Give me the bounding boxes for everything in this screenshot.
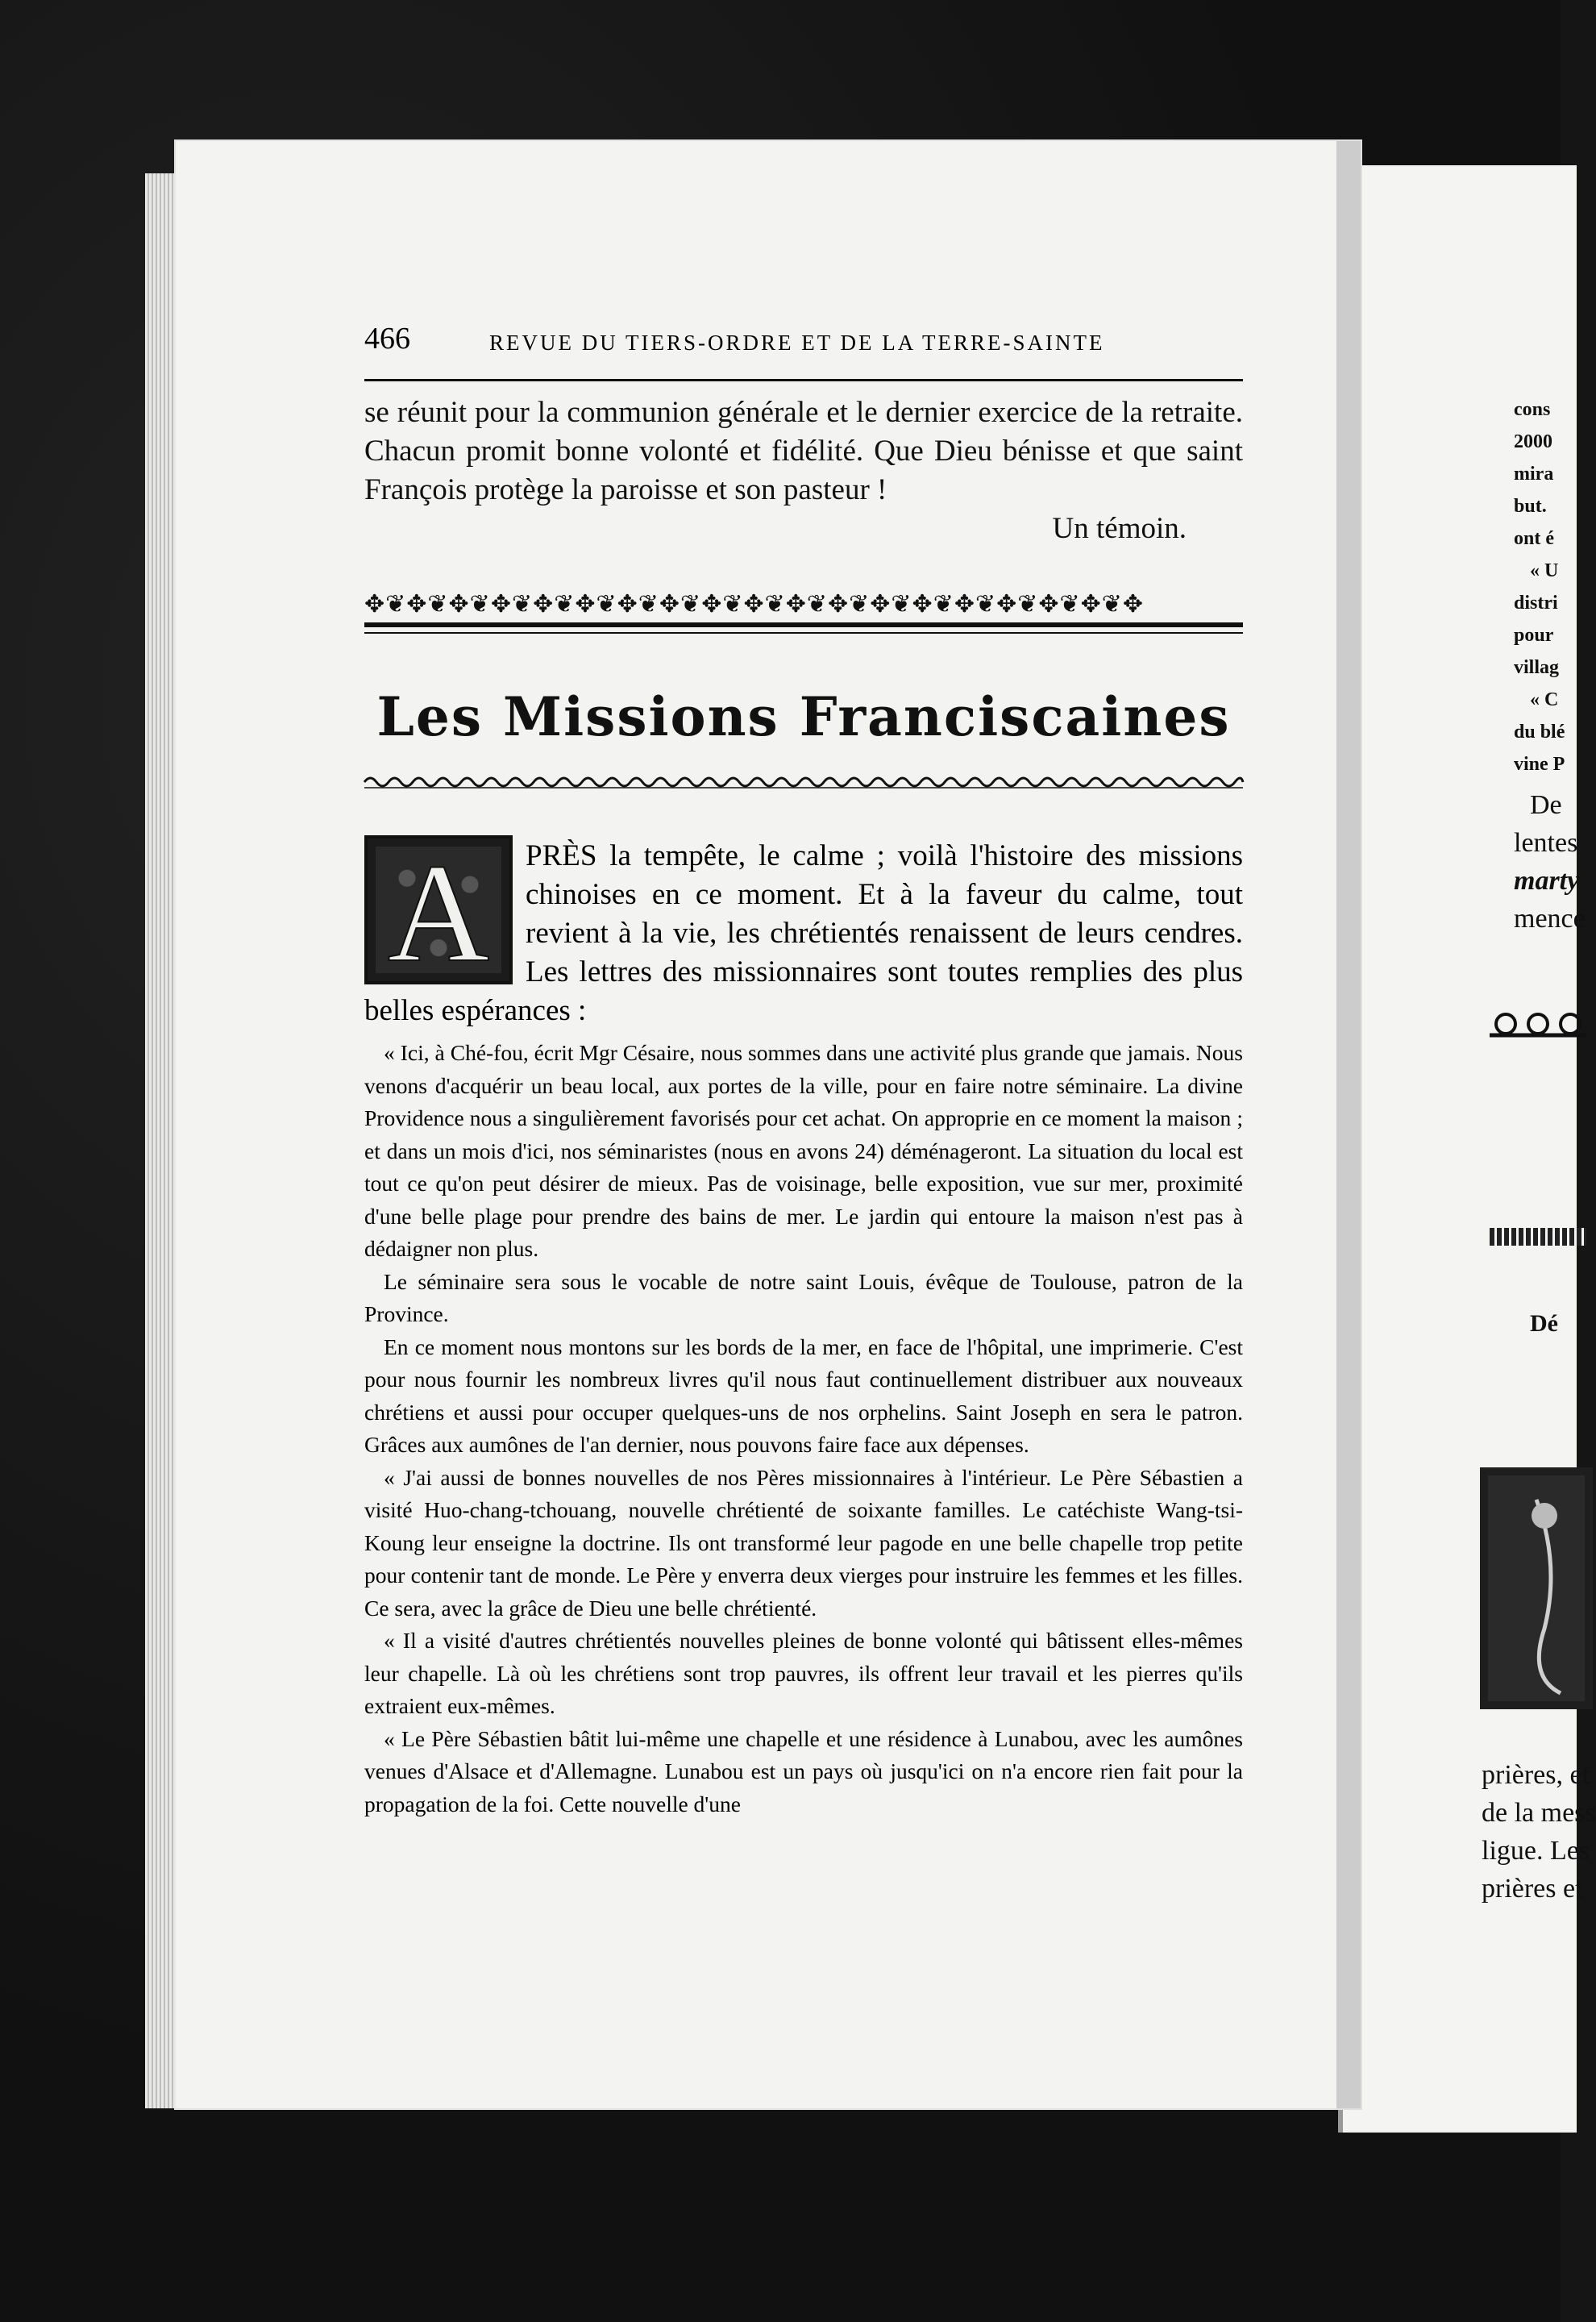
right-fragment: « C [1530, 689, 1559, 710]
right-fragment: prières, et [1482, 1760, 1590, 1790]
body-paragraph: « Ici, à Ché-fou, écrit Mgr Césaire, nous sommes dans une activité plus grande que jamais. Nous venons d'acquérir un beau local, aux portes de la ville, pour en faire notre séminaire. La divine Providence nous a singulièrement favorisés pour cet achat. On approprie en ce moment la maison ; et dans un mois d'ici, nos séminaristes (nous en avons 24) déménageront. La situation du local est tout ce qu'on peut désirer de mieux. Pas de voisinage, belle exposition, vue sur mer, proximité d'une belle plage pour prendre des bains de mer. Le jardin qui entoure la maison n'est pas à dédaigner non plus. [364, 1040, 1243, 1261]
right-fragment: but. [1514, 496, 1547, 517]
page-number: 466 [364, 322, 410, 356]
right-fragment: de la mess [1482, 1798, 1596, 1828]
right-fragment: marty [1514, 866, 1580, 896]
right-illustration [1480, 1467, 1593, 1709]
right-page [1338, 165, 1596, 2133]
body-paragraph: « Il a visité d'autres chrétientés nouvelles pleines de bonne volonté qui bâtissent elles-mêmes leur chapelle. Là où les chrétiens sont trop pauvres, ils offrent leur travail et les pierres qu'ils extraient eux-mêmes. [364, 1628, 1243, 1718]
header-rule [364, 379, 1243, 381]
right-fragment: Dé [1530, 1310, 1558, 1337]
right-fragment: « U [1530, 560, 1559, 581]
right-divider [1490, 1228, 1586, 1246]
right-fragment: 2000 [1514, 431, 1552, 452]
intro-paragraph: se réunit pour la communion générale et le dernier exercice de la retraite. Chacun promit bonne volonté et fidélité. Que Dieu bénisse et que saint François protège la paroisse et son pasteur ! [364, 396, 1243, 506]
ornament-glyphs: ✥❦✥❦✥❦✥❦✥❦✥❦✥❦✥❦✥❦✥❦✥❦✥❦✥❦✥❦✥❦✥❦✥❦✥❦✥ [364, 590, 1145, 618]
right-fragment: mira [1514, 464, 1554, 485]
right-fragment: prières et [1482, 1874, 1583, 1904]
ornament-band [364, 589, 1243, 639]
right-fragment: pour [1514, 625, 1554, 646]
lead-paragraph [364, 834, 1243, 1030]
intro-block [364, 393, 1243, 548]
lead-text: la tempête, le calme ; voilà l'histoire des missions chinoises en ce moment. Et à la faveur du calme, tout revient à la vie, les chrétientés renaissent de leurs cendres. Les lettres des missionnaires sont toutes remplies des plus belles espérances : [364, 839, 1243, 1027]
body-paragraph: Le séminaire sera sous le vocable de notre saint Louis, évêque de Toulouse, patron de la Province. [364, 1268, 1243, 1326]
drop-cap-letter: A [387, 834, 490, 991]
page-header [364, 321, 1243, 369]
right-fragment: lentes [1514, 828, 1578, 858]
right-fragment: De [1530, 790, 1562, 820]
article-title: Les Missions Franciscaines [376, 685, 1231, 748]
body-paragraph: « J'ai aussi de bonnes nouvelles de nos Pères missionnaires à l'intérieur. Le Père Sébastien a visité Huo-chang-tchouang, nouvelle chrétienté de soixante familles. Le catéchiste Wang-tsi-Koung leur enseigne la doctrine. Ils ont transformé leur pagode en une belle chapelle trop petite pour contenir tant de monde. Le Père y enverra deux vierges pour instruire les femmes et les filles. Ce sera, avec la grâce de Dieu une belle chrétienté. [364, 1464, 1243, 1621]
right-fragment: ont é [1514, 528, 1554, 549]
running-head: REVUE DU TIERS-ORDRE ET DE LA TERRE-SAINTE [489, 331, 1105, 355]
right-fragment: cons [1514, 399, 1551, 420]
lead-small-caps: PRÈS [526, 839, 597, 872]
signature: Un témoin. [1052, 512, 1187, 545]
right-fragment: mence [1514, 904, 1586, 934]
body-paragraph: En ce moment nous montons sur les bords de la mer, en face de l'hôpital, une imprimerie. C'est pour nous fournir les nombreux livres qu'il nous faut continuellement distribuer aux nouveaux chrétiens et aussi pour occuper quelques-uns de nos orphelins. Saint Joseph en sera le patron. Grâces aux aumônes de l'an dernier, nous pouvons faire face aux dépenses. [364, 1334, 1243, 1457]
wavy-rule [364, 770, 1243, 794]
right-fragment: distri [1514, 593, 1558, 614]
right-ornament [1490, 1008, 1586, 1040]
right-fragment: vine P [1514, 754, 1565, 775]
right-fragment: ligue. Les [1482, 1836, 1590, 1866]
right-fragment: du blé [1514, 722, 1565, 743]
right-fragment: villag [1514, 657, 1560, 678]
article-body [364, 834, 1243, 1821]
body-paragraph: « Le Père Sébastien bâtit lui-même une chapelle et une résidence à Lunabou, avec les aumônes venues d'Alsace et d'Allemagne. Lunabou est un pays où jusqu'ici on n'a encore rien fait pour la propagation de la foi. Cette nouvelle d'une [364, 1725, 1243, 1816]
